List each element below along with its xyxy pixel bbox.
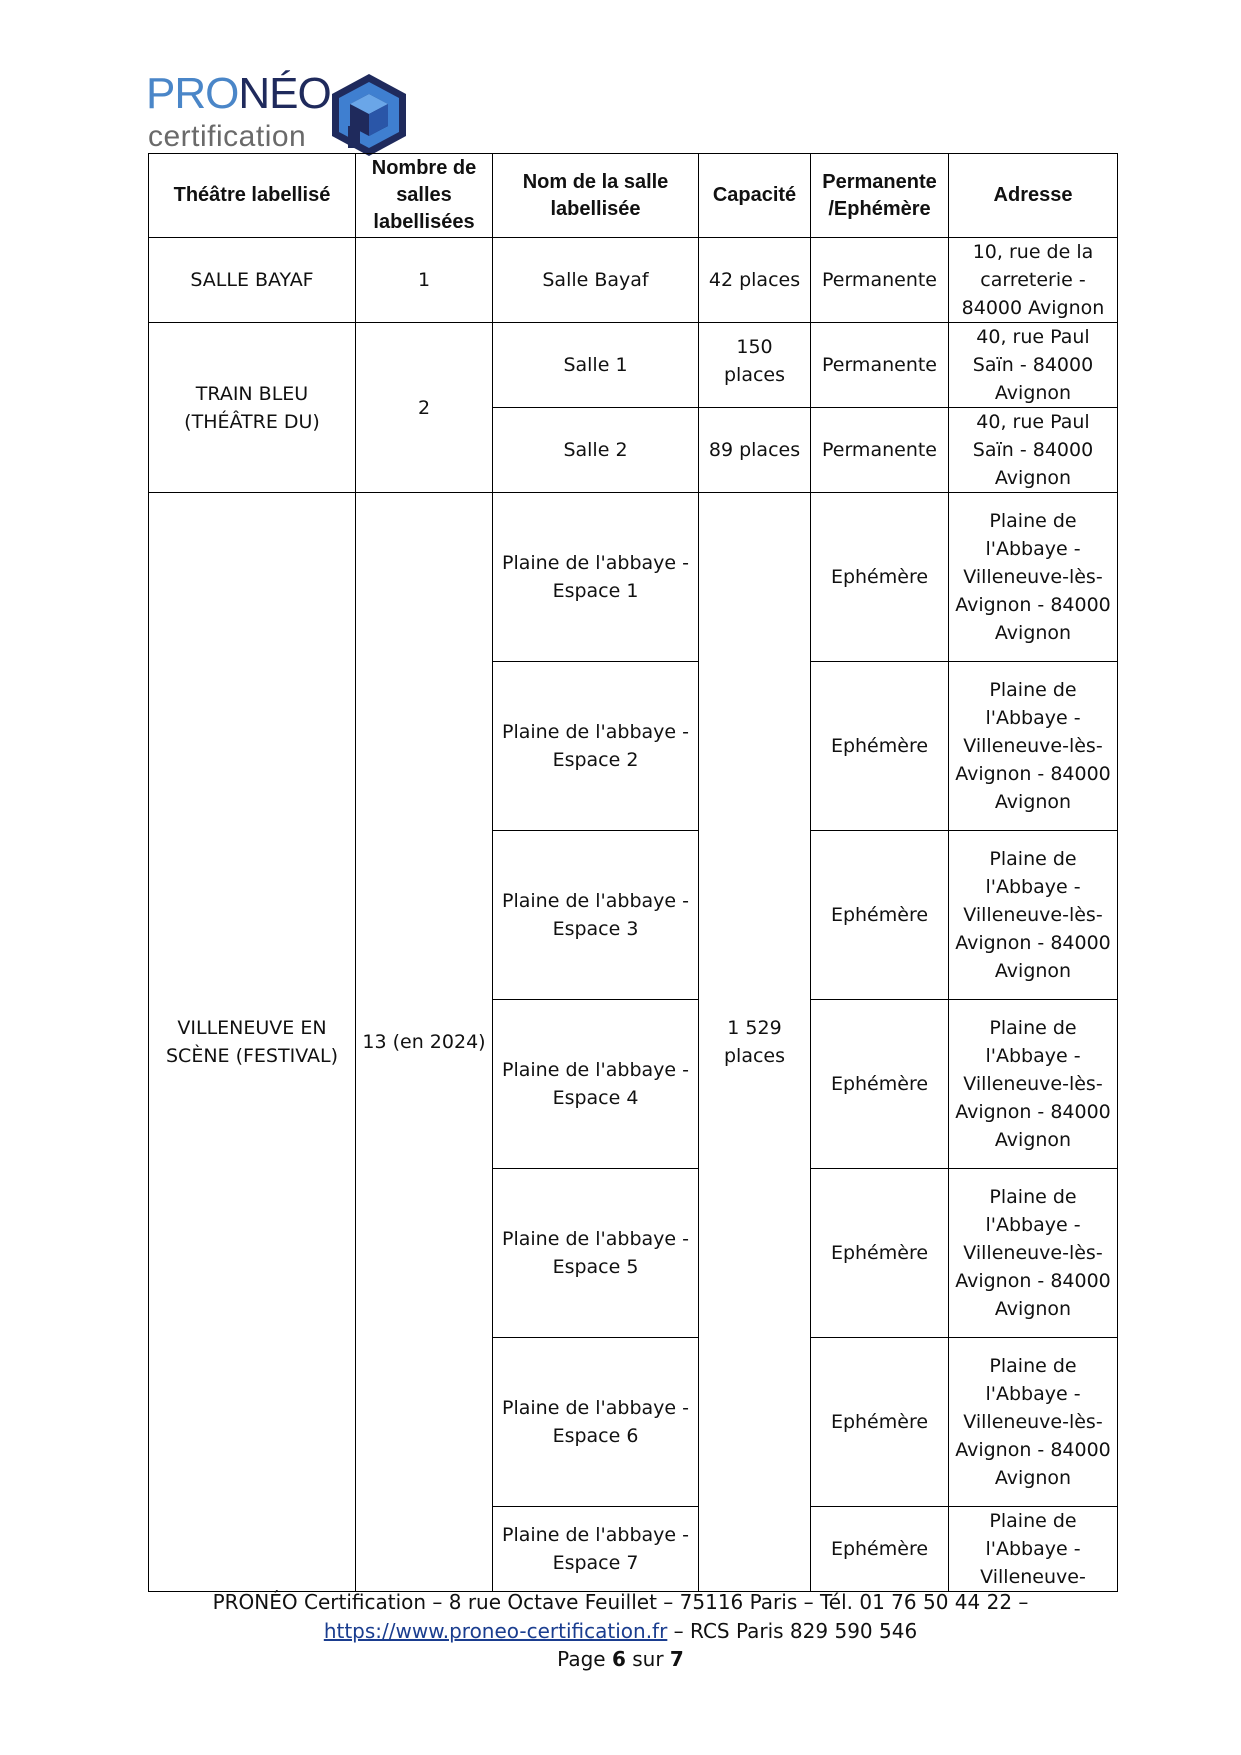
table-row: [149, 238, 1118, 323]
room-name: Plaine de l'abbaye - Espace 1: [493, 493, 699, 662]
company-logo: [146, 70, 416, 160]
page-number: Page 6 sur 7: [557, 1647, 684, 1671]
room-name: Plaine de l'abbaye - Espace 7: [493, 1507, 699, 1592]
room-capacity: 42 places: [699, 238, 811, 323]
theatre-name: TRAIN BLEU (THÉÂTRE DU): [149, 323, 356, 493]
header-type: Permanente /Ephémère: [811, 154, 949, 238]
room-address: Plaine de l'Abbaye - Villeneuve-lès-Avignon - 84000 Avignon: [949, 1169, 1118, 1338]
table-row: [149, 493, 1118, 662]
room-name: Plaine de l'abbaye - Espace 2: [493, 662, 699, 831]
room-type: Ephémère: [811, 1169, 949, 1338]
room-address: 40, rue Paul Saïn - 84000 Avignon: [949, 323, 1118, 408]
room-type: Ephémère: [811, 662, 949, 831]
footer-address: PRONÉO Certification – 8 rue Octave Feuillet – 75116 Paris – Tél. 01 76 50 44 22 –: [212, 1590, 1029, 1614]
header-address: Adresse: [949, 154, 1118, 238]
table-header-row: [149, 154, 1118, 238]
room-address: Plaine de l'Abbaye - Villeneuve-lès-Avignon - 84000 Avignon: [949, 493, 1118, 662]
room-type: Ephémère: [811, 1000, 949, 1169]
logo-subtitle: certification: [148, 120, 307, 153]
header-theatre: Théâtre labellisé: [149, 154, 356, 238]
table-row: [149, 323, 1118, 408]
footer-line2: [0, 1619, 1241, 1643]
room-name: Salle Bayaf: [493, 238, 699, 323]
room-name: Plaine de l'abbaye - Espace 5: [493, 1169, 699, 1338]
logo-wordmark: PRONÉO: [146, 69, 331, 118]
room-address: 40, rue Paul Saïn - 84000 Avignon: [949, 408, 1118, 493]
room-type: Permanente: [811, 408, 949, 493]
room-address: Plaine de l'Abbaye - Villeneuve-: [949, 1507, 1118, 1592]
room-address: 10, rue de la carreterie - 84000 Avignon: [949, 238, 1118, 323]
header-capacity: Capacité: [699, 154, 811, 238]
room-capacity: 89 places: [699, 408, 811, 493]
room-name: Salle 1: [493, 323, 699, 408]
header-count: Nombre de salles labellisées: [356, 154, 493, 238]
room-address: Plaine de l'Abbaye - Villeneuve-lès-Avignon - 84000 Avignon: [949, 831, 1118, 1000]
room-type: Permanente: [811, 323, 949, 408]
page-total: 7: [669, 1647, 684, 1671]
room-name: Plaine de l'abbaye - Espace 4: [493, 1000, 699, 1169]
room-name: Salle 2: [493, 408, 699, 493]
room-capacity: 1 529 places: [699, 493, 811, 1592]
cube-logo-icon: [332, 74, 406, 156]
room-type: Ephémère: [811, 493, 949, 662]
labelled-theatres-table: [148, 153, 1118, 1592]
room-address: Plaine de l'Abbaye - Villeneuve-lès-Avignon - 84000 Avignon: [949, 1338, 1118, 1507]
header-room: Nom de la salle labellisée: [493, 154, 699, 238]
footer-rcs: – RCS Paris 829 590 546: [667, 1619, 918, 1643]
room-type: Ephémère: [811, 1338, 949, 1507]
room-type: Ephémère: [811, 831, 949, 1000]
website-link[interactable]: https://www.proneo-certification.fr: [323, 1619, 668, 1643]
room-address: Plaine de l'Abbaye - Villeneuve-lès-Avignon - 84000 Avignon: [949, 662, 1118, 831]
room-count: 1: [356, 238, 493, 323]
page-current: 6: [611, 1647, 626, 1671]
room-type: Ephémère: [811, 1507, 949, 1592]
room-address: Plaine de l'Abbaye - Villeneuve-lès-Avignon - 84000 Avignon: [949, 1000, 1118, 1169]
room-name: Plaine de l'abbaye - Espace 3: [493, 831, 699, 1000]
room-count: 13 (en 2024): [356, 493, 493, 1592]
room-capacity: 150 places: [699, 323, 811, 408]
room-count: 2: [356, 323, 493, 493]
theatre-name: SALLE BAYAF: [149, 238, 356, 323]
theatre-name: VILLENEUVE EN SCÈNE (FESTIVAL): [149, 493, 356, 1592]
room-name: Plaine de l'abbaye - Espace 6: [493, 1338, 699, 1507]
room-type: Permanente: [811, 238, 949, 323]
